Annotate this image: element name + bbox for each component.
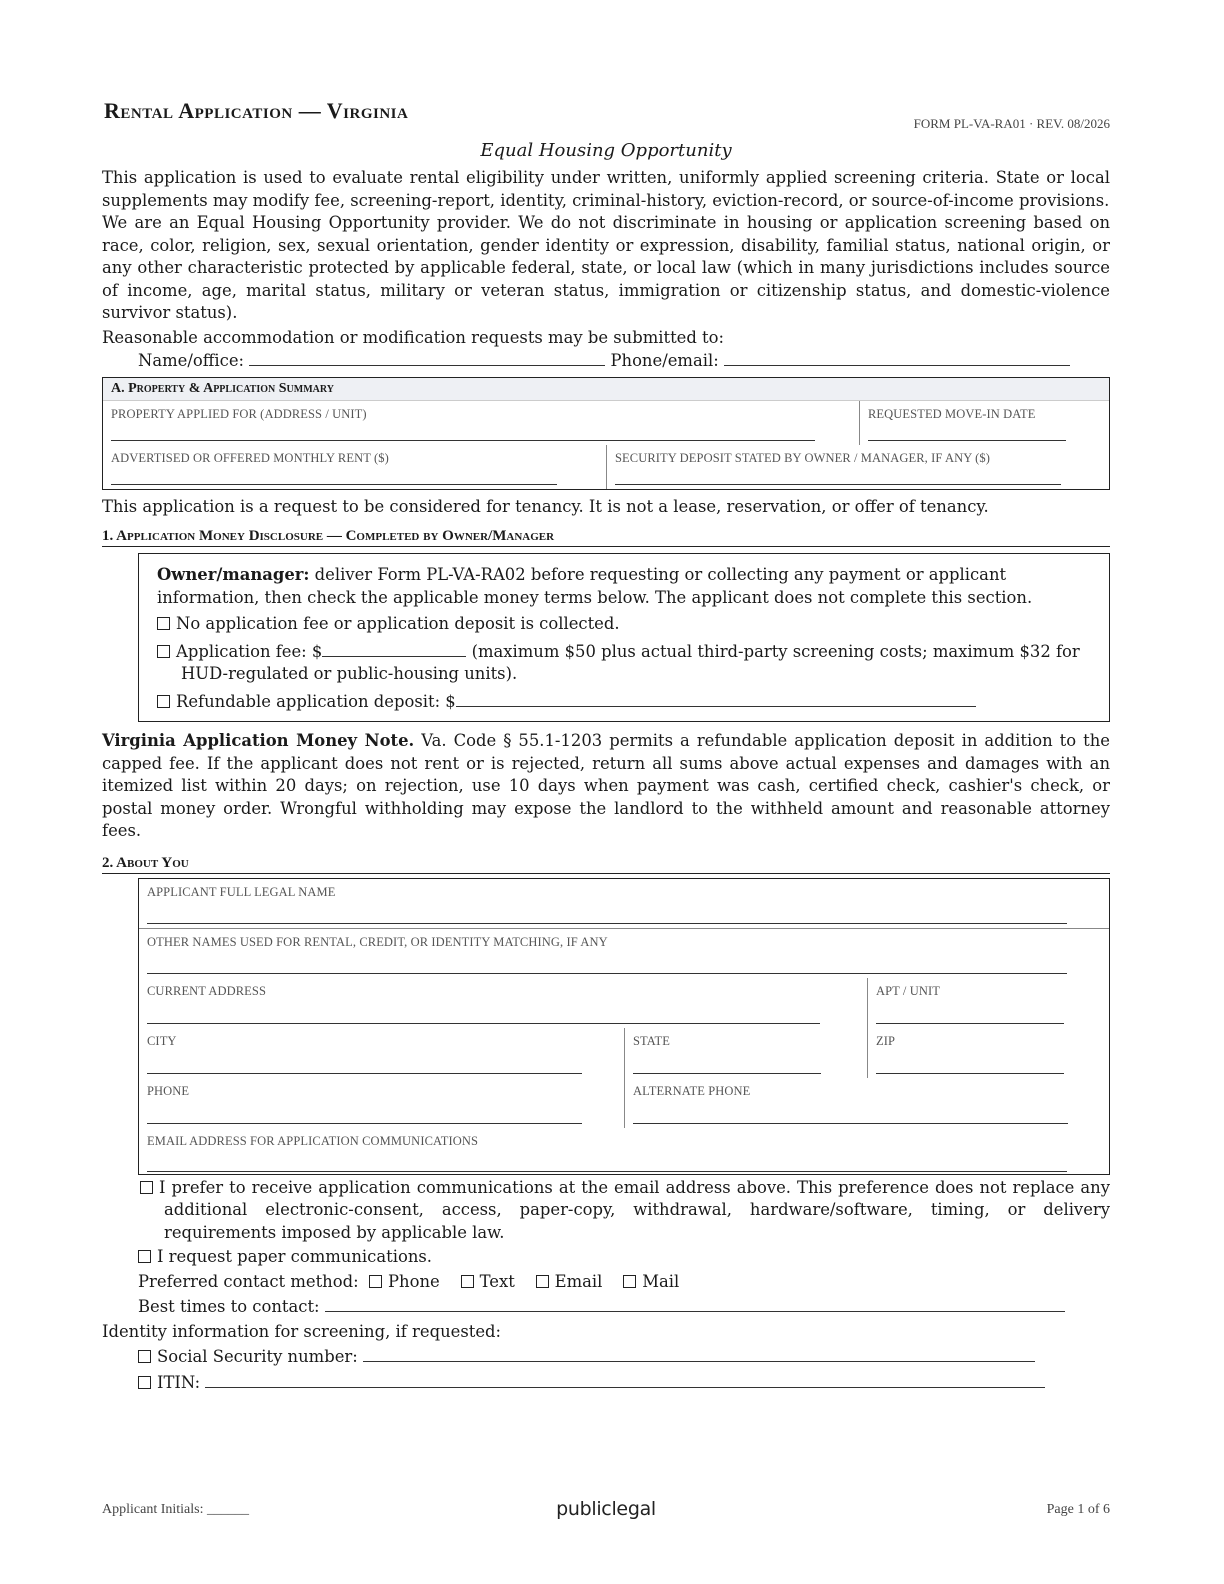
alt-phone-label: ALTERNATE PHONE: [633, 1083, 751, 1098]
email-row: [139, 1128, 1109, 1174]
page-number: Page 1 of 6: [1046, 1502, 1110, 1517]
owner-instruction-text: deliver Form PL-VA-RA02 before requesting or collecting any payment or applicant information, then check the applicable money terms below. The applicant does not complete this section.: [157, 565, 1033, 607]
contact-phone-checkbox[interactable]: [369, 1275, 382, 1288]
email-preference-checkbox[interactable]: [140, 1181, 153, 1194]
address-label: CURRENT ADDRESS: [147, 983, 267, 998]
contact-method-row: [102, 1271, 1110, 1294]
best-times-row: [102, 1295, 1110, 1319]
best-times-field[interactable]: [325, 1295, 1065, 1312]
form-title: Rental Application — Virginia: [104, 98, 409, 123]
city-cell: [139, 1028, 624, 1078]
alt-phone-field[interactable]: [633, 1123, 1068, 1124]
move-in-cell: [859, 401, 1109, 445]
contact-text-checkbox[interactable]: [461, 1275, 474, 1288]
full-name-field[interactable]: [147, 923, 1067, 924]
rent-deposit-row: [103, 445, 1109, 489]
refundable-deposit-label: Refundable application deposit: $: [176, 691, 456, 711]
move-in-field[interactable]: [868, 440, 1066, 441]
refundable-deposit-field[interactable]: [456, 690, 976, 707]
form-page: [102, 98, 1110, 1394]
property-cell: [103, 401, 859, 445]
name-office-field[interactable]: [249, 349, 605, 366]
email-label: EMAIL ADDRESS FOR APPLICATION COMMUNICATIONS: [147, 1133, 479, 1148]
ssn-field[interactable]: [363, 1345, 1035, 1362]
zip-field[interactable]: [876, 1073, 1064, 1074]
virginia-note-text: Va. Code § 55.1-1203 permits a refundable application deposit in addition to the capped fee. If the applicant does not rent or is rejected, return all sums above actual expenses and damages with an itemized list within 20 days; on rejection, use 10 days when payment was cash, certified check, cashier's check, or postal money order. Wrongful withholding may expose the landlord to the withheld amount and reasonable attorney fees.: [102, 731, 1110, 840]
address-row: [139, 978, 1109, 1028]
deposit-checkbox[interactable]: [157, 695, 170, 708]
intro-paragraph-3: Reasonable accommodation or modification requests may be submitted to:: [102, 327, 725, 347]
section-a-heading: A. Property & Application Summary: [103, 378, 1109, 401]
money-disclosure-box: [138, 553, 1110, 722]
other-names-cell: [139, 929, 1109, 978]
header: [102, 98, 1110, 138]
contact-mail-label: Mail: [642, 1271, 680, 1291]
no-fee-label: No application fee or application deposit is collected.: [176, 614, 620, 633]
section-2-heading: 2. About You: [102, 855, 1110, 874]
property-summary-box: [102, 377, 1110, 490]
address-cell: [139, 978, 867, 1028]
rent-label: ADVERTISED OR OFFERED MONTHLY RENT ($): [111, 450, 389, 465]
property-field[interactable]: [111, 440, 815, 441]
property-label: PROPERTY APPLIED FOR (ADDRESS / UNIT): [111, 406, 367, 421]
owner-instruction: [157, 564, 1093, 609]
phone-field[interactable]: [147, 1123, 582, 1124]
tenancy-note: This application is a request to be considered for tenancy. It is not a lease, reservation, or offer of tenancy.: [102, 496, 989, 516]
brand-logo: publiclegal: [556, 1498, 656, 1520]
phone-email-field[interactable]: [724, 349, 1070, 366]
apt-field[interactable]: [876, 1023, 1064, 1024]
other-names-row: [139, 929, 1109, 978]
deposit-cell: [606, 445, 1109, 489]
form-id: FORM PL-VA-RA01 · REV. 08/2026: [913, 116, 1110, 131]
itin-row: [102, 1371, 1110, 1395]
accommodation-contact-row: [102, 349, 1110, 373]
email-preference-text: I prefer to receive application communications at the email address above. This preference does not replace any additional electronic-consent, access, paper-copy, withdrawal, hardware/software, timing, or delivery requirements imposed by applicable law.: [159, 1177, 1110, 1242]
paper-preference-checkbox[interactable]: [138, 1250, 151, 1263]
rent-field[interactable]: [111, 484, 557, 485]
contact-phone-label: Phone: [388, 1271, 440, 1291]
section-1-heading: 1. Application Money Disclosure — Completed by Owner/Manager: [102, 528, 1110, 547]
fee-limits: (maximum $50 plus actual third-party screening costs; maximum $32 for HUD-regulated or public-housing units).: [181, 641, 1080, 683]
apt-label: APT / UNIT: [876, 983, 940, 998]
rent-cell: [103, 445, 606, 489]
itin-label: ITIN:: [157, 1372, 201, 1392]
phone-email-label: Phone/email:: [610, 351, 719, 370]
state-field[interactable]: [633, 1073, 821, 1074]
contact-text-label: Text: [479, 1271, 515, 1291]
other-names-label: OTHER NAMES USED FOR RENTAL, CREDIT, OR IDENTITY MATCHING, IF ANY: [147, 934, 608, 949]
no-fee-checkbox[interactable]: [157, 617, 170, 630]
form-subtitle: Equal Housing Opportunity: [480, 140, 732, 161]
fee-option: [157, 640, 1093, 686]
intro-paragraph-1: This application is used to evaluate rental eligibility under written, uniformly applied screening criteria. State or local supplements may modify fee, screening-report, identity, criminal-history, eviction-record, or source-of-income provisions.: [102, 168, 1110, 210]
zip-label: ZIP: [876, 1033, 896, 1048]
email-field[interactable]: [147, 1171, 1067, 1172]
virginia-note: [102, 730, 1110, 843]
phone-label: PHONE: [147, 1083, 190, 1098]
email-cell: [139, 1128, 1109, 1174]
deposit-label: SECURITY DEPOSIT STATED BY OWNER / MANAGER, IF ANY ($): [615, 450, 991, 465]
no-fee-option: [157, 613, 1093, 636]
ssn-row: [102, 1345, 1110, 1369]
email-preference: [102, 1177, 1110, 1245]
identity-intro: Identity information for screening, if requested:: [102, 1321, 502, 1341]
phone-cell: [139, 1078, 624, 1128]
move-in-label: REQUESTED MOVE-IN DATE: [868, 406, 1036, 421]
intro-paragraph-2: We are an Equal Housing Opportunity provider. We do not discriminate in housing or application screening based on race, color, religion, sex, sexual orientation, gender identity or expression, disability, familial status, national origin, or any other characteristic protected by applicable federal, state, or local law (which in many jurisdictions includes source of income, age, marital status, military or veteran status, immigration or citizenship status, and domestic-violence survivor status).: [102, 213, 1110, 322]
full-name-cell: [139, 879, 1109, 928]
name-office-label: Name/office:: [138, 351, 245, 370]
city-label: CITY: [147, 1033, 177, 1048]
ssn-checkbox[interactable]: [138, 1350, 151, 1363]
state-cell: [624, 1028, 867, 1078]
fee-label: Application fee: $: [176, 641, 323, 661]
deposit-option: [157, 690, 1093, 714]
apt-cell: [867, 978, 1107, 1028]
alt-phone-cell: [624, 1078, 1107, 1128]
paper-preference: [102, 1246, 1110, 1269]
zip-cell: [867, 1028, 1107, 1078]
fee-amount-field[interactable]: [322, 640, 466, 657]
paper-preference-text: I request paper communications.: [157, 1247, 432, 1266]
full-name-row: [139, 879, 1109, 929]
contact-email-label: Email: [554, 1271, 603, 1291]
itin-checkbox[interactable]: [138, 1376, 151, 1389]
other-names-field[interactable]: [147, 973, 1067, 974]
applicant-initials: Applicant Initials: ______: [102, 1502, 249, 1517]
fee-checkbox[interactable]: [157, 645, 170, 658]
virginia-note-title: Virginia Application Money Note.: [102, 731, 415, 750]
city-row: [139, 1028, 1109, 1078]
address-field[interactable]: [147, 1023, 820, 1024]
page-footer: [102, 1500, 1110, 1524]
full-name-label: APPLICANT FULL LEGAL NAME: [147, 884, 336, 899]
state-label: STATE: [633, 1033, 670, 1048]
contact-email-checkbox[interactable]: [536, 1275, 549, 1288]
contact-mail-checkbox[interactable]: [623, 1275, 636, 1288]
deposit-field[interactable]: [615, 484, 1061, 485]
contact-method-label: Preferred contact method:: [138, 1271, 359, 1291]
ssn-label: Social Security number:: [157, 1347, 358, 1366]
property-row: [103, 401, 1109, 445]
best-times-label: Best times to contact:: [138, 1297, 320, 1316]
phone-row: [139, 1078, 1109, 1128]
owner-label: Owner/manager:: [157, 565, 310, 584]
city-field[interactable]: [147, 1073, 582, 1074]
itin-field[interactable]: [205, 1371, 1045, 1388]
about-you-box: [138, 878, 1110, 1175]
